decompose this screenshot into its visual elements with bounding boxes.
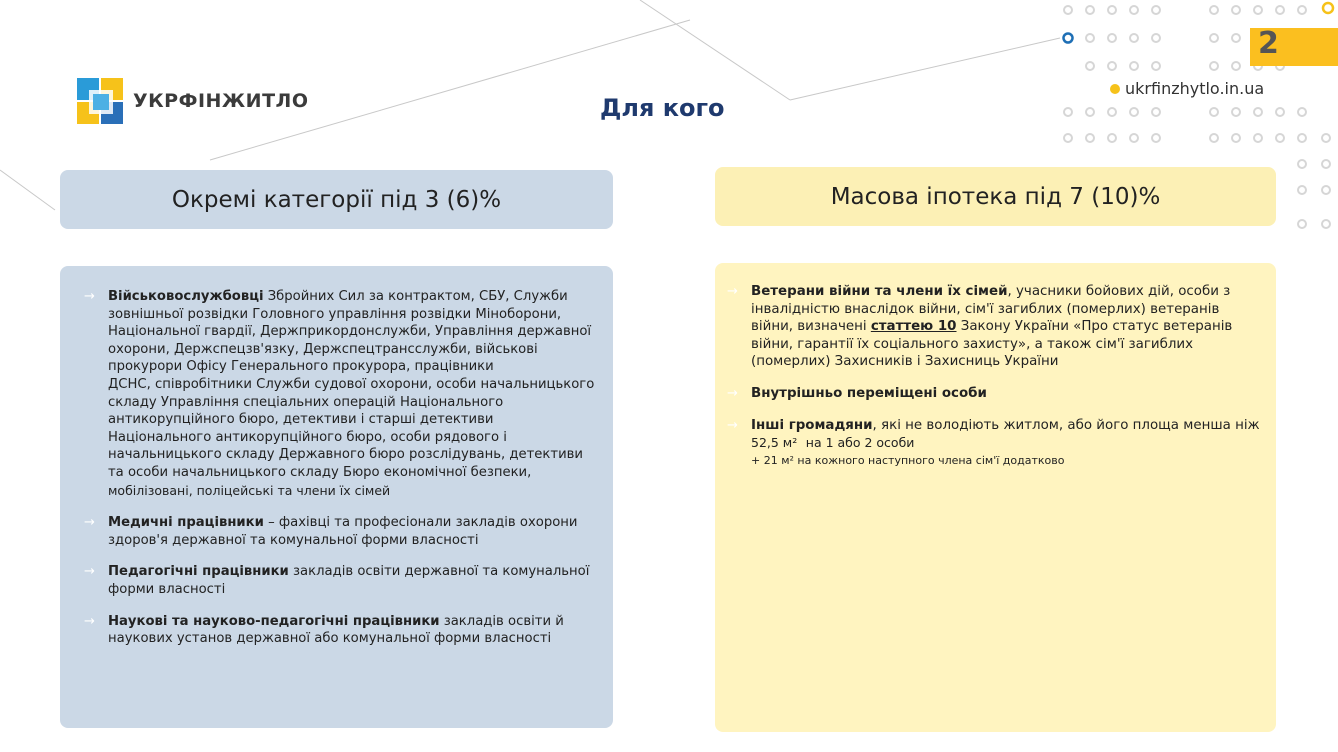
website-link[interactable]: [1110, 79, 1264, 98]
item-text: Національної гвардії, Держприкордонслужби, Управління державної охорони, Держспецзв'язку, Держспецтрансслужби, військові прокурори Офісу Генерального прокурора, працівники: [108, 324, 592, 375]
list-item: [727, 417, 1262, 468]
item-text: Збройних Сил за контрактом, СБУ, Служби зовнішньої розвідки Головного управління розвідки Міноборони,: [108, 289, 568, 322]
arrow-right-icon: →: [727, 284, 738, 299]
list-item: [84, 514, 597, 549]
list-item: [727, 283, 1262, 371]
item-bold: Наукові та науково-педагогічні працівники: [108, 613, 440, 629]
area-note: на 1 або 2 особи: [805, 435, 915, 451]
logo-text: УКРФІНЖИТЛО: [133, 90, 309, 112]
logo-icon: [77, 78, 125, 126]
website-text: ukrfinzhytlo.in.ua: [1125, 79, 1265, 98]
item-bold: Військовослужбовці: [108, 289, 264, 304]
page-title: Для кого: [600, 94, 725, 122]
item-text: закладів освіти державної та комунальної форми власності: [108, 564, 590, 597]
list-item: [84, 613, 597, 648]
arrow-right-icon: →: [84, 564, 95, 580]
area-value: 52,5 м²: [751, 435, 798, 451]
extra-area-note: + 21 м² на кожного наступного члена сім'ї додатково: [751, 453, 1065, 467]
list-item: [84, 563, 597, 598]
item-text: Закону України «Про статус ветеранів війни, гарантії їх соціального захисту», а також сім'ї загиблих (померлих) Захисників і Захисниць України: [751, 319, 1233, 370]
arrow-right-icon: →: [84, 515, 95, 531]
item-bold: Педагогічні працівники: [108, 564, 289, 580]
left-heading: [60, 170, 613, 229]
bullet-dot-icon: [1110, 84, 1120, 94]
item-text: мобілізовані, поліцейські та члени їх сімей: [108, 482, 391, 498]
right-heading: [715, 167, 1276, 226]
arrow-right-icon: →: [84, 613, 95, 629]
item-text: закладів освіти й наукових установ державної або комунальної форми власності: [108, 613, 564, 647]
list-item: [727, 385, 1262, 403]
arrow-right-icon: →: [727, 417, 738, 433]
arrow-right-icon: →: [727, 385, 738, 401]
left-heading-text: Окремі категорії під 3 (6)%: [171, 186, 502, 213]
page-number: 2: [1258, 26, 1279, 61]
item-text: , учасники бойових дій, особи з інвалідністю внаслідок війни, сім'ї загиблих (померлих) ветеранів війни, визначені: [751, 284, 1231, 335]
item-text: ДСНС, співробітники Служби судової охорони, особи начальницького складу Управління спеціальних операцій Національного антикорупційного бюро, детективи і старші детективи Національного антикорупційного бюро, особи рядового і начальницького складу Державного бюро розслідувань, детективи та особи начальницького складу Бюро економічної безпеки,: [108, 376, 595, 480]
item-text: – фахівці та професіонали закладів охорони здоров'я державної та комунальної форми власності: [108, 515, 578, 548]
right-heading-text: Масова іпотека під 7 (10)%: [830, 183, 1161, 210]
right-panel: [715, 263, 1276, 732]
item-bold: Інші громадяни: [751, 417, 873, 433]
item-bold: Медичні працівники: [108, 515, 264, 531]
left-panel: [60, 266, 613, 728]
list-item: [84, 288, 597, 500]
item-bold: Ветерани війни та члени їх сімей: [751, 284, 1008, 299]
arrow-right-icon: →: [84, 289, 95, 304]
item-bold: Внутрішньо переміщені особи: [751, 385, 987, 401]
law-article-link[interactable]: статтею 10: [870, 319, 957, 335]
item-text: , які не володіють житлом, або його площа менша ніж: [872, 417, 1260, 433]
